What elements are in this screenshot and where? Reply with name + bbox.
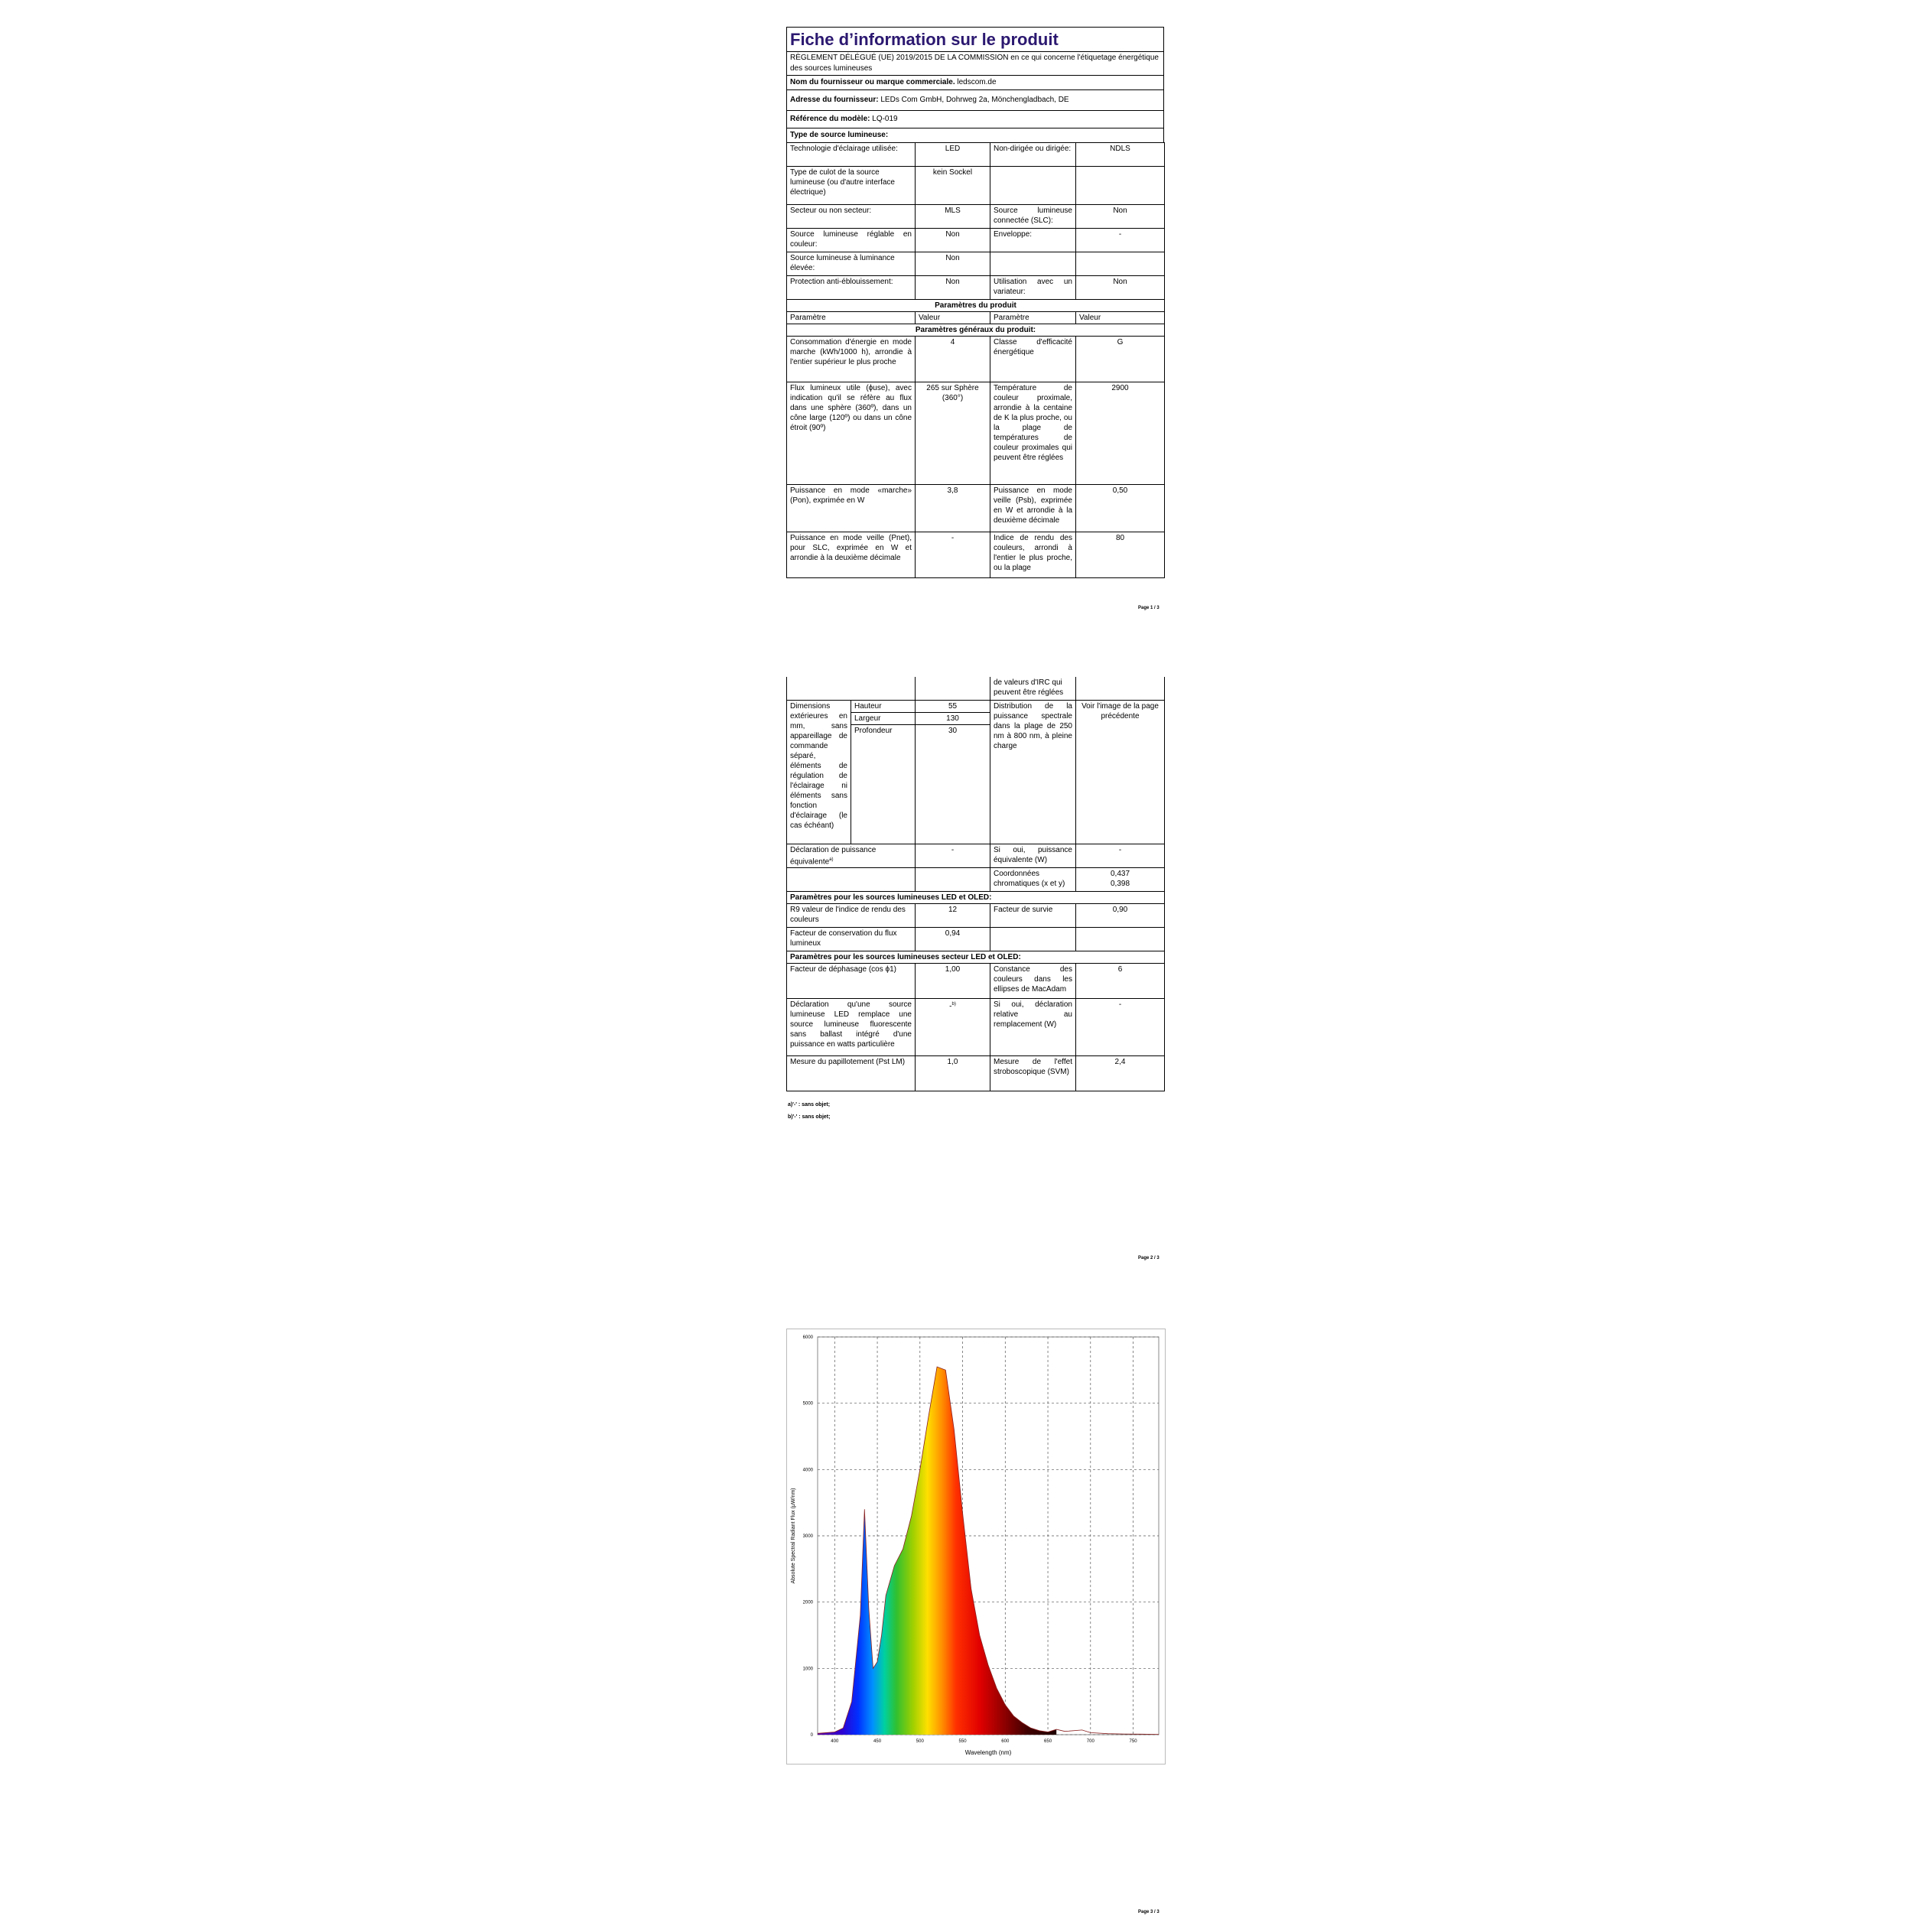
spectrum-chart-frame <box>786 1329 1166 1764</box>
maint-value: 0,94 <box>916 927 990 951</box>
general-label-2: Température de couleur proximale, arrondie à la centaine de K la plus proche, ou la plage de températures de couleur proximales qui peuvent être réglées <box>990 382 1076 485</box>
general-label-1: Consommation d'énergie en mode marche (kWh/1000 h), arrondie à l'entier supérieur le plus proche <box>787 337 916 382</box>
r9-value: 12 <box>916 903 990 927</box>
equiv-value: - <box>916 844 990 867</box>
replace-value-cell <box>916 998 990 1055</box>
type-value-2: - <box>1076 229 1165 252</box>
spectrum-chart <box>787 1329 1165 1764</box>
type-label-1: Protection anti-éblouissement: <box>787 276 916 300</box>
type-value-1: Non <box>916 276 990 300</box>
chroma-empty <box>916 867 990 891</box>
spd-label: Distribution de la puissance spectrale dans la plage de 250 nm à 800 nm, à pleine charge <box>990 700 1076 844</box>
address-value: LEDs Com GmbH, Dohrweg 2a, Mönchengladbach, DE <box>880 96 1069 104</box>
mains-heading: Paramètres pour les sources lumineuses secteur LED et OLED: <box>787 951 1165 963</box>
led-heading: Paramètres pour les sources lumineuses LED et OLED: <box>787 891 1165 903</box>
y-tick-label: 3000 <box>802 1534 813 1539</box>
general-value-2: 2900 <box>1076 382 1165 485</box>
equiv2-value: - <box>1076 844 1165 867</box>
type-label-2 <box>990 252 1076 276</box>
continuation-row <box>787 677 1165 700</box>
general-label-1: Puissance en mode «marche» (Pon), exprimée en W <box>787 485 916 532</box>
type-heading: Type de source lumineuse: <box>790 131 889 139</box>
cos-value: 1,00 <box>916 963 990 998</box>
params-heading: Paramètres du produit <box>787 300 1165 312</box>
equiv-label-text: Déclaration de puissance équivalente <box>790 845 877 866</box>
y-axis-label: Absolute Spectral Radiant Flux (μW/nm) <box>791 1488 796 1584</box>
y-tick-label: 6000 <box>802 1335 813 1340</box>
chroma-values <box>1076 867 1165 891</box>
flicker-row <box>787 1055 1165 1091</box>
x-tick-label: 750 <box>1129 1739 1137 1744</box>
dim-name: Profondeur <box>851 724 916 844</box>
dim-name: Hauteur <box>851 700 916 712</box>
type-value-1: Non <box>916 229 990 252</box>
svm-label: Mesure de l'effet stroboscopique (SVM) <box>990 1055 1076 1091</box>
general-label-2: Indice de rendu des couleurs, arrondi à l'entier le plus proche, ou la plage <box>990 532 1076 578</box>
type-label-1: Source lumineuse à luminance élevée: <box>787 252 916 276</box>
continuation-empty <box>1076 677 1165 700</box>
type-row <box>787 276 1165 300</box>
dim-value: 55 <box>916 700 990 712</box>
type-value-2 <box>1076 167 1165 205</box>
general-label-2: Puissance en mode veille (Psb), exprimée en W et arrondie à la deuxième décimale <box>990 485 1076 532</box>
column-header-row <box>787 312 1165 324</box>
replace-row <box>787 998 1165 1055</box>
params-table-cont <box>786 677 1165 1091</box>
type-row <box>787 143 1165 167</box>
maint-label: Facteur de conservation du flux lumineux <box>787 927 916 951</box>
dim-value: 30 <box>916 724 990 844</box>
x-axis-label: Wavelength (nm) <box>964 1749 1012 1756</box>
replace-value: - <box>949 1002 952 1011</box>
dim-name: Largeur <box>851 712 916 724</box>
chroma-label: Coordonnées chromatiques (x et y) <box>990 867 1076 891</box>
dims-label: Dimensions extérieures en mm, sans appareillage de commande séparé, éléments de régulation de l'éclairage ni éléments sans fonction d'éclairage (le cas échéant) <box>787 700 851 844</box>
general-heading: Paramètres généraux du produit: <box>787 324 1165 337</box>
regulation-text: RÈGLEMENT DÉLÉGUÉ (UE) 2019/2015 DE LA COMMISSION en ce qui concerne l'étiquetage énergétique des sources lumineuses <box>787 52 1163 76</box>
general-row <box>787 485 1165 532</box>
cos-label: Facteur de déphasage (cos ϕ1) <box>787 963 916 998</box>
page-2 <box>786 677 1164 1091</box>
model-value: LQ-019 <box>872 115 898 123</box>
footnote-b: b)'-' : sans objet; <box>788 1114 831 1120</box>
x-tick-label: 700 <box>1086 1739 1094 1744</box>
general-label-2: Classe d'efficacité énergétique <box>990 337 1076 382</box>
general-row <box>787 532 1165 578</box>
replace-footnote-ref: b) <box>951 1001 956 1007</box>
type-value-2: Non <box>1076 276 1165 300</box>
dims-row <box>787 700 1165 712</box>
supplier-label: Nom du fournisseur ou marque commerciale. <box>790 78 955 86</box>
y-tick-label: 1000 <box>802 1667 813 1672</box>
macadam-label: Constance des couleurs dans les ellipses de MacAdam <box>990 963 1076 998</box>
survival-label: Facteur de survie <box>990 903 1076 927</box>
type-label-2: Non-dirigée ou dirigée: <box>990 143 1076 167</box>
flicker-label: Mesure du papillotement (Pst LM) <box>787 1055 916 1091</box>
column-header-param: Paramètre <box>990 312 1076 324</box>
type-value-1: Non <box>916 252 990 276</box>
page-1 <box>786 27 1164 578</box>
type-label-2 <box>990 167 1076 205</box>
type-value-1: LED <box>916 143 990 167</box>
replace2-label: Si oui, déclaration relative au remplacement (W) <box>990 998 1076 1055</box>
type-label-1: Source lumineuse réglable en couleur: <box>787 229 916 252</box>
address-label: Adresse du fournisseur: <box>790 96 879 104</box>
x-tick-label: 400 <box>831 1739 839 1744</box>
chroma-x: 0,437 <box>1110 869 1130 878</box>
x-tick-label: 500 <box>916 1739 924 1744</box>
continuation-empty <box>916 677 990 700</box>
general-value-1: 3,8 <box>916 485 990 532</box>
general-value-2: 0,50 <box>1076 485 1165 532</box>
chroma-y: 0,398 <box>1110 879 1130 888</box>
type-row <box>787 229 1165 252</box>
x-tick-label: 450 <box>873 1739 882 1744</box>
flicker-value: 1,0 <box>916 1055 990 1091</box>
cos-row <box>787 963 1165 998</box>
general-row <box>787 337 1165 382</box>
page-1-header-box <box>786 27 1164 143</box>
x-tick-label: 600 <box>1001 1739 1010 1744</box>
type-label-2: Source lumineuse connectée (SLC): <box>990 205 1076 229</box>
spd-value: Voir l'image de la page précédente <box>1076 700 1165 844</box>
survival-value: 0,90 <box>1076 903 1165 927</box>
y-tick-label: 0 <box>810 1733 813 1738</box>
maint-empty <box>990 927 1076 951</box>
page-number-1: Page 1 / 3 <box>1138 606 1160 610</box>
type-value-1: MLS <box>916 205 990 229</box>
type-table <box>786 142 1165 578</box>
general-heading-row <box>787 324 1165 337</box>
type-row <box>787 167 1165 205</box>
maint-empty <box>1076 927 1165 951</box>
equiv-row <box>787 844 1165 867</box>
equiv2-label: Si oui, puissance équivalente (W) <box>990 844 1076 867</box>
maint-row <box>787 927 1165 951</box>
general-label-1: Puissance en mode veille (Pnet), pour SLC, exprimée en W et arrondie à la deuxième décimale <box>787 532 916 578</box>
continuation-empty <box>787 677 916 700</box>
sheet-title: Fiche d’information sur le produit <box>787 28 1163 52</box>
model-label: Référence du modèle: <box>790 115 870 123</box>
footnote-a: a)'-' : sans objet; <box>788 1102 831 1107</box>
y-tick-label: 4000 <box>802 1468 813 1473</box>
equiv-label <box>787 844 916 867</box>
type-row <box>787 205 1165 229</box>
type-value-2 <box>1076 252 1165 276</box>
type-label-1: Secteur ou non secteur: <box>787 205 916 229</box>
mains-heading-row <box>787 951 1165 963</box>
general-value-2: G <box>1076 337 1165 382</box>
x-tick-label: 550 <box>958 1739 967 1744</box>
replace2-value: - <box>1076 998 1165 1055</box>
macadam-value: 6 <box>1076 963 1165 998</box>
page-number-3: Page 3 / 3 <box>1138 1910 1160 1914</box>
chroma-empty <box>787 867 916 891</box>
type-row <box>787 252 1165 276</box>
x-tick-label: 650 <box>1044 1739 1052 1744</box>
continuation-text: de valeurs d'IRC qui peuvent être réglées <box>990 677 1076 700</box>
column-header-value: Valeur <box>1076 312 1165 324</box>
type-label-2: Enveloppe: <box>990 229 1076 252</box>
type-value-2: Non <box>1076 205 1165 229</box>
model-row <box>787 111 1163 128</box>
replace-label: Déclaration qu'une source lumineuse LED remplace une source lumineuse fluorescente sans ballast intégré d'une puissance en watts particulière <box>787 998 916 1055</box>
chroma-row <box>787 867 1165 891</box>
general-value-1: - <box>916 532 990 578</box>
supplier-value: ledscom.de <box>957 78 997 86</box>
led-heading-row <box>787 891 1165 903</box>
r9-label: R9 valeur de l'indice de rendu des couleurs <box>787 903 916 927</box>
general-label-1: Flux lumineux utile (ϕuse), avec indication qu'il se réfère au flux dans une sphère (360º), dans un cône large (120º) ou dans un cône étroit (90º) <box>787 382 916 485</box>
equiv-footnote-ref: a) <box>829 857 834 862</box>
params-heading-row <box>787 300 1165 312</box>
y-tick-label: 5000 <box>802 1401 813 1407</box>
general-value-1: 265 sur Sphère (360°) <box>916 382 990 485</box>
type-value-2: NDLS <box>1076 143 1165 167</box>
general-value-1: 4 <box>916 337 990 382</box>
supplier-row <box>787 76 1163 90</box>
address-row <box>787 90 1163 111</box>
type-label-1: Technologie d'éclairage utilisée: <box>787 143 916 167</box>
column-header-value: Valeur <box>916 312 990 324</box>
page-number-2: Page 2 / 3 <box>1138 1256 1160 1260</box>
y-tick-label: 2000 <box>802 1600 813 1605</box>
general-value-2: 80 <box>1076 532 1165 578</box>
general-row <box>787 382 1165 485</box>
r9-row <box>787 903 1165 927</box>
type-value-1: kein Sockel <box>916 167 990 205</box>
column-header-param: Paramètre <box>787 312 916 324</box>
dim-value: 130 <box>916 712 990 724</box>
svm-value: 2,4 <box>1076 1055 1165 1091</box>
type-label-1: Type de culot de la source lumineuse (ou d'autre interface électrique) <box>787 167 916 205</box>
type-label-2: Utilisation avec un variateur: <box>990 276 1076 300</box>
